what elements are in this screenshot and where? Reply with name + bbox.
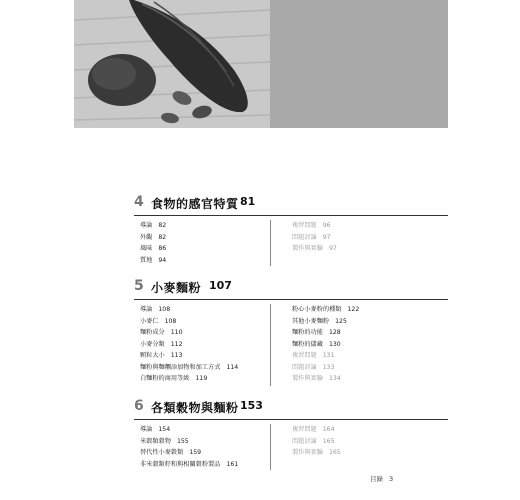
- toc-entry[interactable]: 複習問題 96: [292, 222, 331, 229]
- column-divider: [270, 424, 271, 470]
- toc-entry[interactable]: 導論 108: [140, 306, 171, 313]
- toc-entry[interactable]: 製作與實驗 134: [292, 375, 341, 382]
- toc-entry[interactable]: 其他小麥麵粉 125: [292, 317, 347, 325]
- toc-entry[interactable]: 麵粉成分 110: [140, 329, 183, 336]
- chapter-rule: [134, 215, 448, 216]
- toc-entry[interactable]: 製作與實驗 165: [292, 449, 341, 456]
- toc-entry[interactable]: 問題討論 133: [292, 363, 335, 371]
- footer-page-number: 3: [389, 475, 394, 483]
- toc-entry[interactable]: 麵粉與麵糰添加物和加工方式 114: [140, 363, 239, 371]
- toc-left-column: [140, 304, 260, 385]
- toc-entry[interactable]: 小麥仁 108: [140, 317, 177, 325]
- toc-entry[interactable]: 顆粒大小 113: [140, 352, 183, 359]
- chapter-rule: [134, 419, 448, 420]
- chapter-6: [134, 398, 448, 468]
- toc-entry[interactable]: 問題討論 165: [292, 437, 335, 445]
- chapter-header: [134, 278, 448, 300]
- chapter-page: 153: [240, 399, 263, 412]
- chapter-number: 5: [134, 278, 144, 294]
- toc-entry[interactable]: 麵粉的儲藏 130: [292, 340, 341, 348]
- toc-left-column: [140, 424, 260, 470]
- toc-entry[interactable]: 麵粉的功能 128: [292, 329, 341, 336]
- toc-entry[interactable]: 製作與實驗 97: [292, 245, 337, 252]
- toc-entry[interactable]: 問題討論 97: [292, 233, 331, 241]
- toc-right-column: [292, 304, 442, 385]
- chapter-page: 107: [209, 279, 232, 292]
- column-divider: [270, 220, 271, 266]
- chapter-number: 6: [134, 398, 144, 414]
- chapter-4: [134, 194, 448, 264]
- chapter-number: 4: [134, 194, 144, 210]
- toc-entry[interactable]: 風味 86: [140, 245, 167, 252]
- footer-label: 目錄: [370, 475, 383, 483]
- toc-entry[interactable]: 非米穀類籽和與相關穀粉製品 161: [140, 460, 239, 468]
- toc-entry[interactable]: 外觀 82: [140, 233, 167, 241]
- toc-entry[interactable]: 導論 82: [140, 222, 167, 229]
- chapter-title: 各類穀物與麵粉: [151, 401, 239, 415]
- header-gray-block: [270, 0, 448, 128]
- toc-left-column: [140, 220, 260, 266]
- chapter-title: 食物的感官特質: [151, 197, 239, 211]
- toc-right-column: [292, 424, 442, 459]
- toc-entry[interactable]: 小麥分類 112: [140, 340, 183, 348]
- toc-entry[interactable]: 白麵粉的商用等級 119: [140, 375, 208, 382]
- toc-entry[interactable]: 導論 154: [140, 426, 171, 433]
- toc-entry[interactable]: 複習問題 164: [292, 426, 335, 433]
- chapter-title: 小麥麵粉: [151, 281, 202, 295]
- toc-entry[interactable]: 米穀類穀物 155: [140, 437, 189, 445]
- chapter-5: [134, 278, 448, 382]
- toc-entry[interactable]: 質地 94: [140, 256, 167, 264]
- chapter-header: [134, 194, 448, 216]
- page-footer: [370, 474, 393, 483]
- column-divider: [270, 304, 271, 386]
- toc-right-column: [292, 220, 442, 255]
- chapter-page: 81: [240, 195, 256, 208]
- chapter-rule: [134, 299, 448, 300]
- toc-entry[interactable]: 粉心小麥粉的種類 122: [292, 306, 360, 313]
- chapter-header: [134, 398, 448, 420]
- cocoa-pod-photo: [74, 0, 270, 128]
- toc-entry[interactable]: 替代性小麥穀類 159: [140, 449, 202, 456]
- toc-entry[interactable]: 複習問題 131: [292, 352, 335, 359]
